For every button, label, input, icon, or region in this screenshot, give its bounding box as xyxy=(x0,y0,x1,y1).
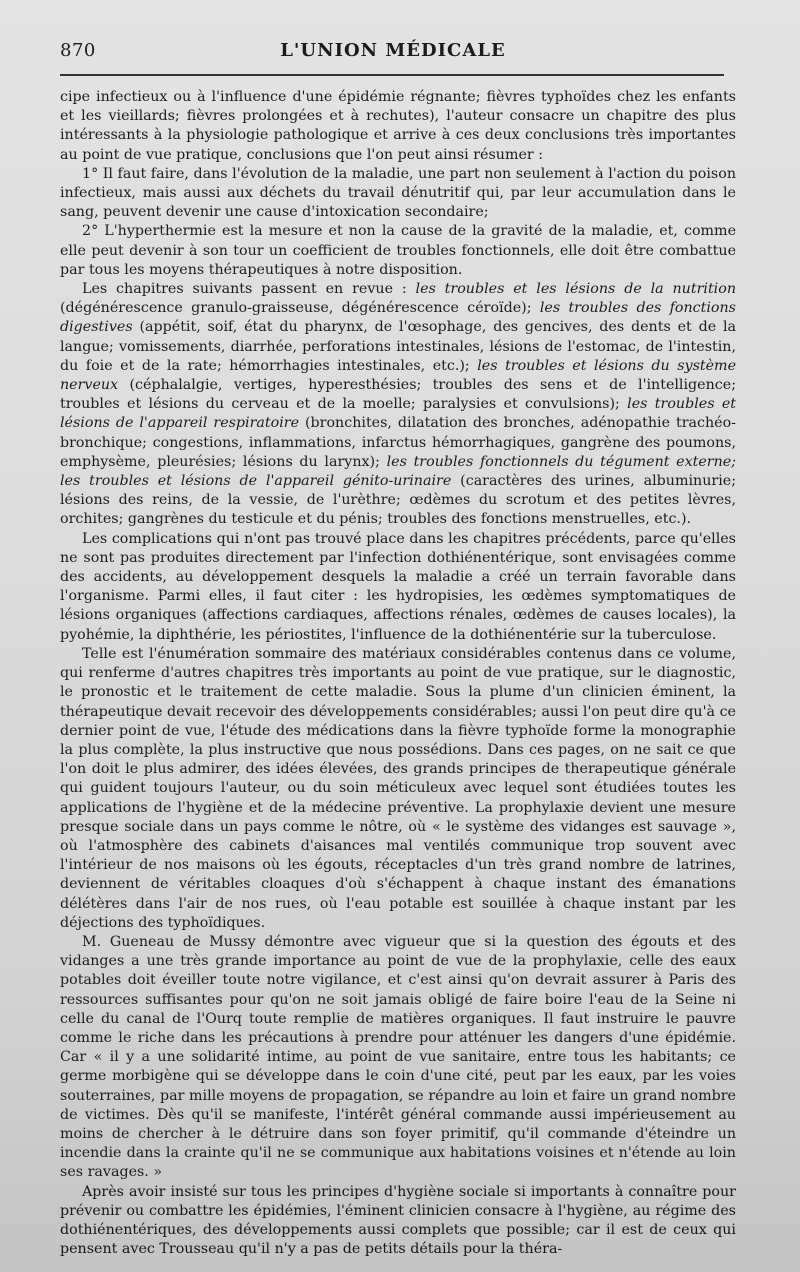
italic-text-segment: les troubles et lésions de l'appareil respiratoire xyxy=(60,396,737,432)
text-segment: Les chapitres suivants passent en revue : xyxy=(82,281,416,298)
paragraph xyxy=(60,165,736,223)
text-segment: cipe infectieux ou à l'influence d'une épidémie régnante; fièvres typhoïdes chez les enfants et les vieillards; fièvres prolongées et à rechutes), l'auteur consacre un chapitre des plus intéressants à la physiologie pathologique et arrive à ces deux conclusions très importantes au point de vue pratique, conclusions que l'on peut ainsi résumer : xyxy=(60,89,736,163)
italic-text-segment: les troubles et lésions du système nerveux xyxy=(60,357,737,394)
article-body xyxy=(60,88,736,1259)
page-header xyxy=(60,38,726,68)
text-segment: Les complications qui n'ont pas trouvé place dans les chapitres précédents, parce qu'elles ne sont pas produites directement par l'infection dothiénentérique, sont envisagées comme des accidents, au développement desquels la maladie a créé un terrain favorable dans l'organisme. Parmi elles, il faut citer : les hydropisies, les œdèmes symptomatiques de lésions organiques (affections cardiaques, affections rénales, œdèmes de causes locales), la pyohémie, la diphthérie, les périostites, l'influence de la dothiénentérie sur la tuberculose. xyxy=(60,530,736,643)
text-segment: (céphalalgie, vertiges, hyperesthésies; troubles des sens et de l'intelligence; troubles et lésions du cerveau et de la moelle; paralysies et convulsions); xyxy=(60,377,736,413)
paragraph xyxy=(60,1183,736,1260)
text-segment: M. Gueneau de Mussy démontre avec vigueur que si la question des égouts et des vidanges a une très grande importance au point de vue de la prophylaxie, celle des eaux potables doit éveiller toute notre vigilance, et c'est ainsi qu'on devrait assurer à Paris des ressources suffisantes pour qu'on ne soit jamais obligé de faire boire l'eau de la Seine ni celle du canal de l'Ourq toute remplie de matières organiques. Il faut instruire le pauvre comme le riche dans les précautions à prendre pour atténuer les dangers d'une épidémie. Car « il y a une solidarité intime, au point de vue sanitaire, entre tous les habitants; ce germe morbigène qui se développe dans le coin d'une cité, peut par les eaux, par les voies souterraines, par mille moyens de propagation, se répandre au loin et faire un grand nombre de victimes. Dès qu'il se manifeste, l'intérêt général commande aussi impérieusement au moins de chercher à le détruire dans son foyer primitif, qu'il commande d'éteindre un incendie dans la crainte qu'il ne se communique aux habitations voisines et n'étende au loin ses ravages. » xyxy=(60,933,736,1181)
italic-text-segment: les troubles et les lésions de la nutrition xyxy=(415,281,736,298)
paragraph xyxy=(60,933,736,1183)
paragraph xyxy=(60,530,736,645)
page-number: 870 xyxy=(60,40,96,61)
text-segment: (caractères des urines, albuminurie; lésions des reins, de la vessie, de l'urèthre; œdèmes du scrotum et des petites lèvres, orchites; gangrènes du testicule et du pénis; troubles des fonctions menstruelles, etc.). xyxy=(60,473,736,528)
paragraph xyxy=(60,88,736,165)
italic-text-segment: les troubles fonctionnels du tégument externe; les troubles et lésions de l'appareil génito-urinaire xyxy=(60,453,737,490)
text-segment: Après avoir insisté sur tous les principes d'hygiène sociale si importants à connaître pour prévenir ou combattre les épidémies, l'éminent clinicien consacre à l'hygiène, au régime des dothiénentériques, des développements aussi complets que possible; car il est de ceux qui pensent avec Trousseau qu'il n'y a pas de petits détails pour la théra- xyxy=(60,1183,736,1258)
paragraph xyxy=(60,280,736,530)
text-segment: (bronchites, dilatation des bronches, adénopathie trachéo-bronchique; congestions, inflammations, infarctus hémorrhagiques, gangrène des poumons, emphysème, pleurésies; lésions du larynx); xyxy=(60,415,736,470)
italic-text-segment: les troubles des fonctions digestives xyxy=(60,300,736,336)
text-segment: (appétit, soif, état du pharynx, de l'œsophage, des gencives, des dents et de la langue; vomissements, diarrhée, perforations intestinales, lésions de l'estomac, de l'intestin, du foie et de la rate; hémorrhagies intestinales, etc.); xyxy=(60,319,736,374)
text-segment: 1° Il faut faire, dans l'évolution de la maladie, une part non seulement à l'action du poison infectieux, mais aussi aux déchets du travail dénutritif qui, par leur accumulation dans le sang, peuvent devenir une cause d'intoxication secondaire; xyxy=(60,165,736,221)
journal-title: L'UNION MÉDICALE xyxy=(280,40,506,61)
paragraph xyxy=(60,222,736,280)
header-rule xyxy=(60,74,724,76)
paragraph xyxy=(60,645,736,933)
text-segment: 2° L'hyperthermie est la mesure et non la cause de la gravité de la maladie, et, comme elle peut devenir à son tour un coefficient de troubles fonctionnels, elle doit être combattue par tous les moyens thérapeutiques à notre disposition. xyxy=(60,223,736,278)
text-segment: Telle est l'énumération sommaire des matériaux considérables contenus dans ce volume, qui renferme d'autres chapitres très importants au point de vue pratique, sur le diagnostic, le pronostic et le traitement de cette maladie. Sous la plume d'un clinicien éminent, la thérapeutique devait recevoir des développements considérables; aussi l'on peut dire qu'à ce dernier point de vue, l'étude des médications dans la fièvre typhoïde forme la monographie la plus complète, la plus instructive que nous possédions. Dans ces pages, on ne sait ce que l'on doit le plus admirer, des idées élevées, des grands principes de therapeutique générale qui guident toujours l'auteur, ou du soin méticuleux avec lequel sont étudiées toutes les applications de l'hygiène et de la médecine préventive. La prophylaxie devient une mesure presque sociale dans un pays comme le nôtre, où « le système des vidanges est sauvage », où l'atmosphère des cabinets d'aisances mal ventilés communique trop souvent avec l'intérieur de nos maisons où les égouts, réceptacles d'un très grand nombre de latrines, deviennent de véritables cloaques d'où s'échappent à chaque instant des émanations délétères dans l'air de nos rues, où l'eau potable est souillée à chaque instant par les déjections des typhoïdiques. xyxy=(60,645,736,931)
text-segment: (dégénérescence granulo-graisseuse, dégénérescence céroïde); xyxy=(60,300,540,317)
